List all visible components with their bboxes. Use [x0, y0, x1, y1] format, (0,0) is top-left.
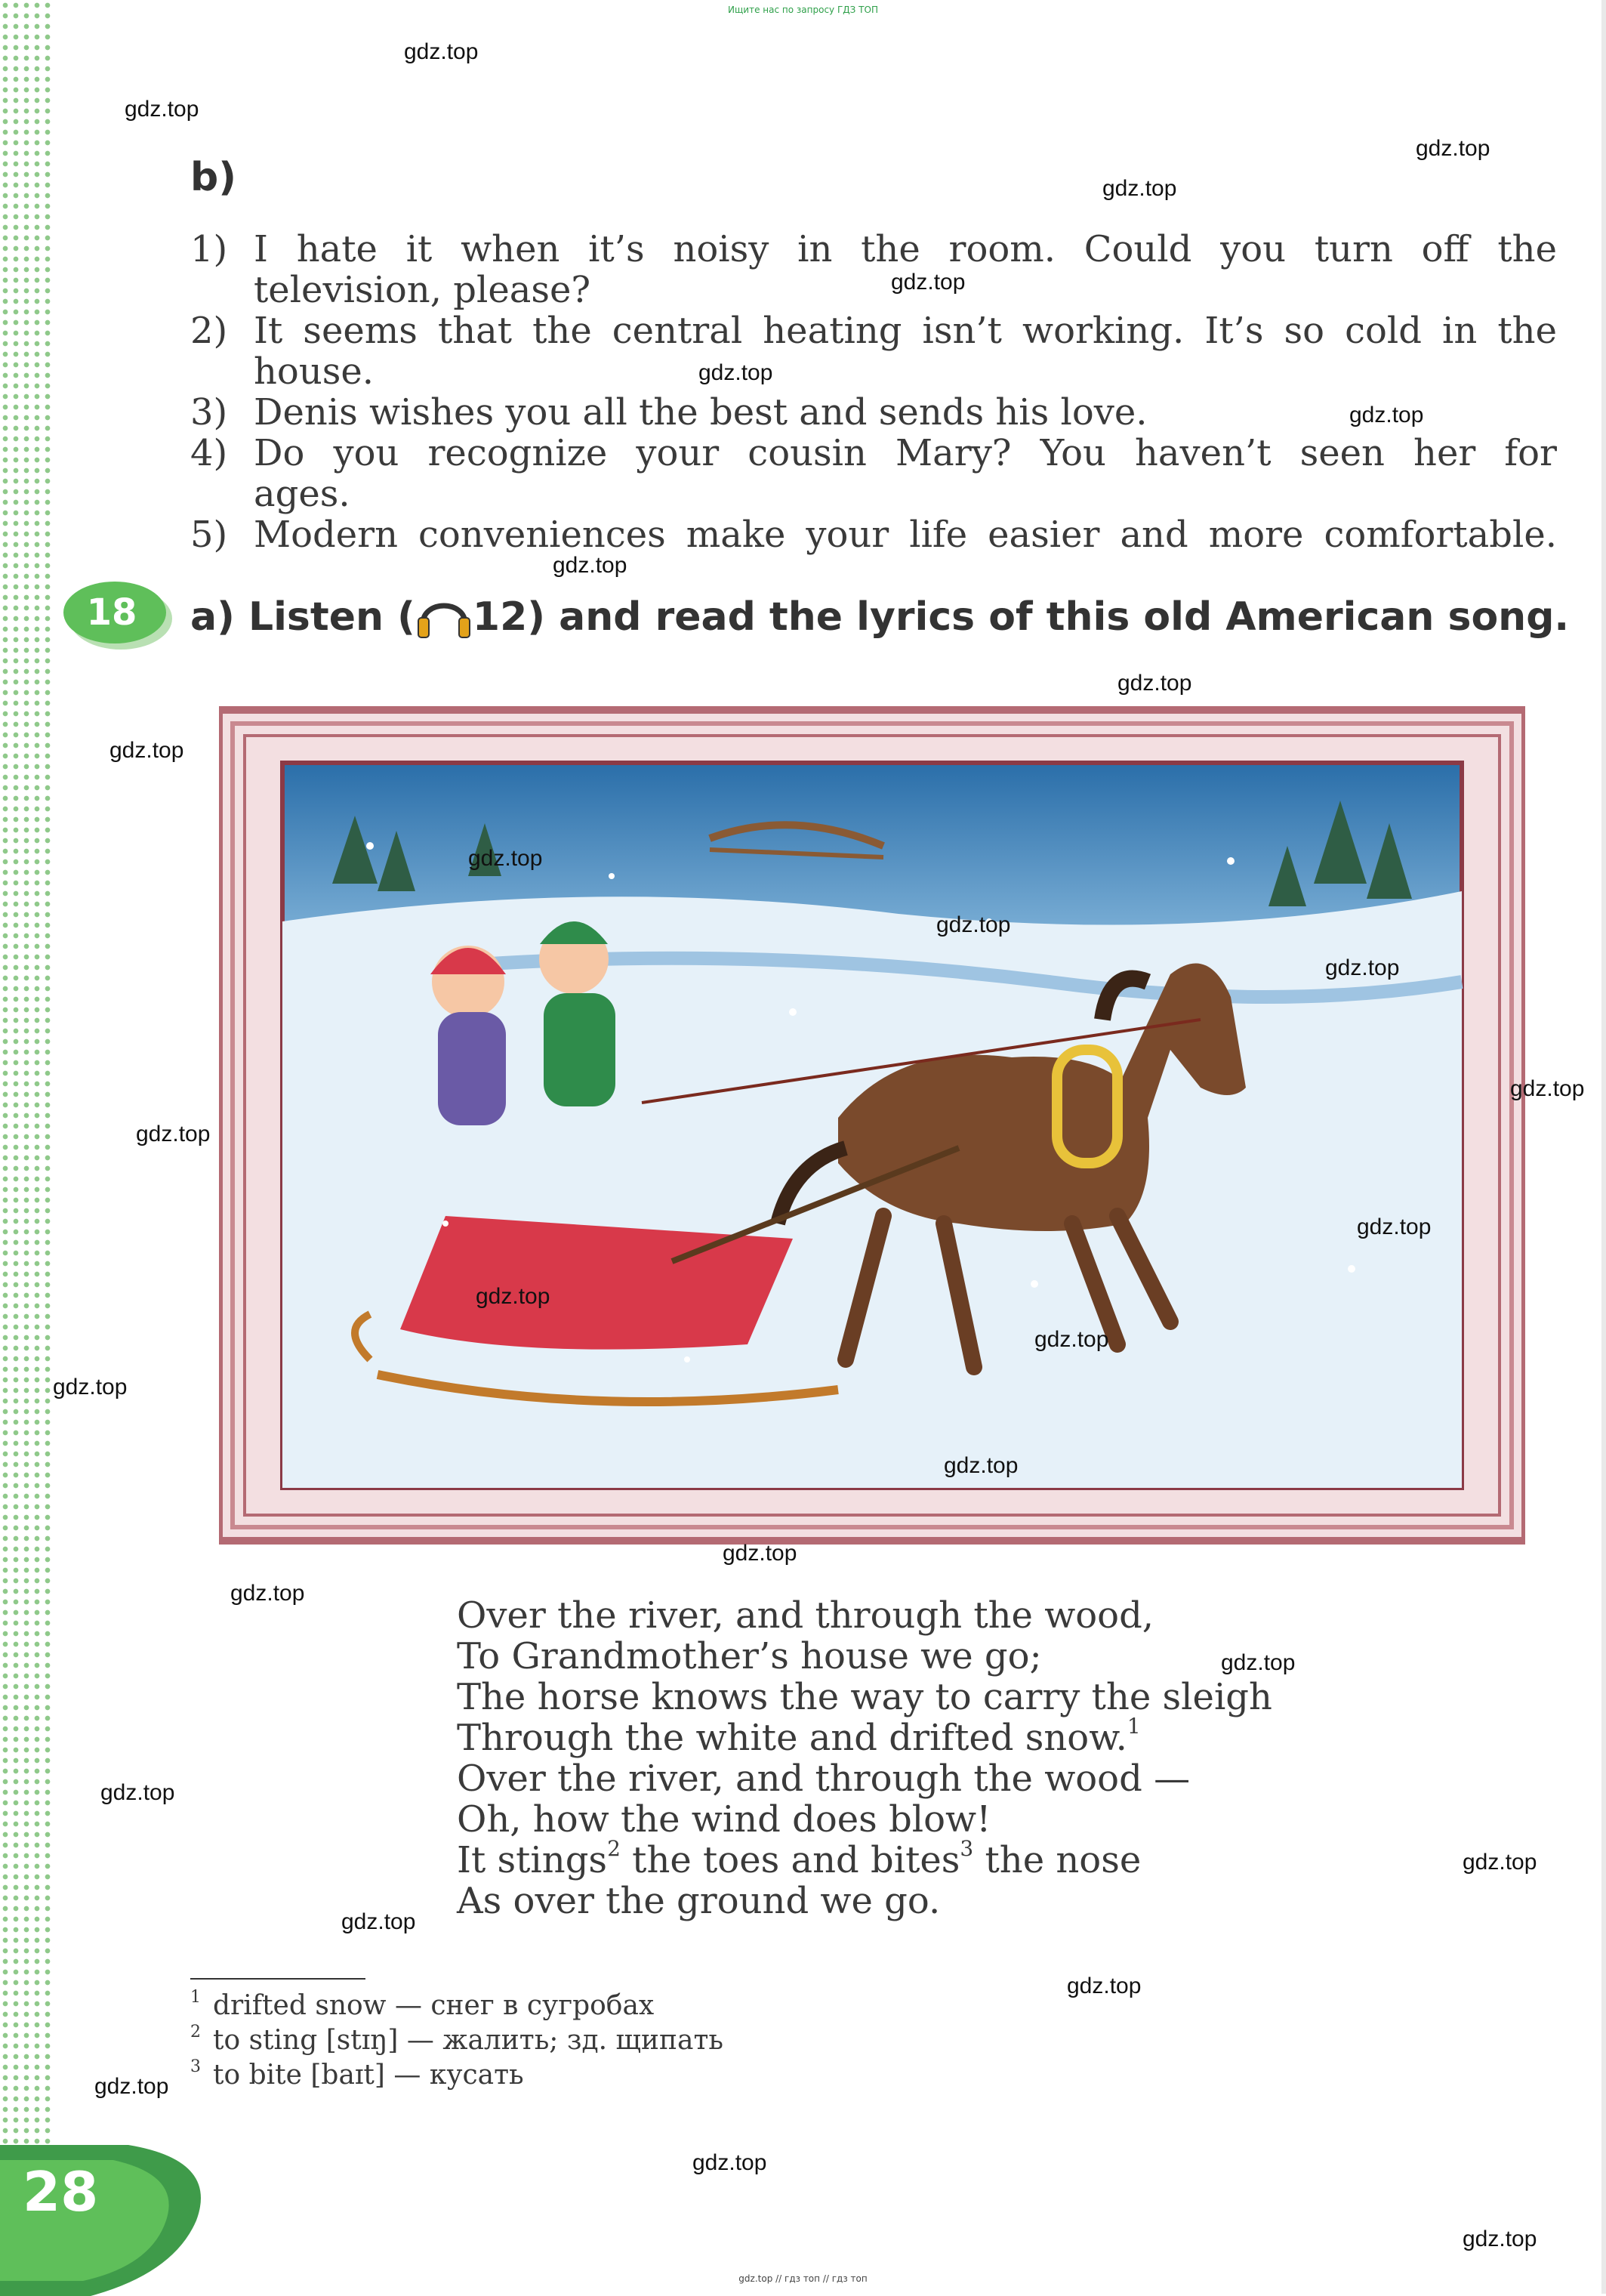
footnote-text: drifted snow — снег в сугробах: [213, 1990, 655, 2021]
song-line: As over the ground we go.: [457, 1880, 941, 1922]
footnote: $^2$ to sting [stɪŋ] — жалить; зд. щипать: [190, 2023, 723, 2056]
sentence-number: 1): [190, 228, 228, 270]
task-instruction-start: a) Listen (: [190, 594, 415, 640]
watermark: gdz.top: [125, 97, 199, 122]
dotted-margin: [0, 0, 53, 2160]
sentence-line: [190, 310, 1557, 351]
watermark: gdz.top: [1416, 136, 1490, 161]
watermark: gdz.top: [1034, 1327, 1109, 1352]
sentence-line: [190, 351, 1557, 392]
watermark: gdz.top: [692, 2150, 767, 2175]
task-instruction-end: ) and read the lyrics of this old American song.: [527, 594, 1570, 640]
watermark: gdz.top: [1102, 176, 1177, 201]
sleigh-ride-illustration: [219, 695, 1525, 1556]
watermark: gdz.top: [136, 1122, 211, 1146]
watermark: gdz.top: [1349, 403, 1424, 427]
watermark: gdz.top: [1510, 1076, 1585, 1101]
top-note: Ищите нас по запросу ГДЗ ТОП: [728, 5, 878, 15]
bottom-note: gdz.top // гдз топ // гдз топ: [738, 2273, 868, 2284]
sentence-line: [190, 433, 1557, 474]
sentence-text: Do you recognize your cousin Mary? You haven’t seen her for: [254, 432, 1557, 474]
track-number: 12: [472, 594, 528, 640]
watermark: gdz.top: [944, 1453, 1019, 1478]
watermark: gdz.top: [94, 2074, 169, 2099]
sentence-line: [190, 229, 1557, 270]
footnote-ref: 3: [960, 1836, 974, 1861]
part-b-label: b): [190, 155, 236, 200]
footnote: $^1$ drifted snow — снег в сугробах: [190, 1988, 655, 2021]
watermark: gdz.top: [341, 1909, 416, 1934]
watermark: gdz.top: [1117, 671, 1192, 696]
song-text: the nose: [973, 1839, 1142, 1881]
song-line: Oh, how the wind does blow!: [457, 1798, 991, 1841]
sentence-line: [190, 270, 1557, 310]
footnote-text: to bite [baɪt] — кусать: [213, 2060, 524, 2091]
watermark: gdz.top: [230, 1581, 305, 1606]
song-line: The horse knows the way to carry the sleigh: [457, 1676, 1272, 1718]
song-line: [457, 1836, 1438, 1881]
task-number: 18: [86, 591, 137, 634]
sentence-line: [190, 474, 1557, 514]
watermark: gdz.top: [109, 738, 184, 763]
page-number: 28: [23, 2160, 99, 2223]
sentence-text: Modern conveniences make your life easier and more comfortable.: [254, 514, 1557, 556]
sentence-line: [190, 514, 1557, 555]
footnote: $^3$ to bite [baɪt] — кусать: [190, 2057, 524, 2091]
sentence-number: 2): [190, 310, 228, 352]
song-line: Over the river, and through the wood,: [457, 1594, 1154, 1637]
sentence-number: 3): [190, 391, 228, 434]
watermark: gdz.top: [404, 39, 479, 64]
page-edge: [1601, 0, 1606, 2294]
sentence-text: I hate it when it’s noisy in the room. Could you turn off the: [254, 228, 1557, 270]
watermark: gdz.top: [476, 1284, 550, 1309]
footnote-ref: 2: [607, 1836, 621, 1861]
sentence-text: ages.: [254, 473, 350, 515]
watermark: gdz.top: [1463, 2227, 1537, 2251]
watermark: gdz.top: [936, 912, 1011, 937]
song-line: [457, 1714, 1438, 1759]
sentence-text: It seems that the central heating isn’t working. It’s so cold in the: [254, 310, 1557, 352]
watermark: gdz.top: [1221, 1650, 1296, 1675]
watermark: gdz.top: [1325, 955, 1400, 980]
footnote-divider: [190, 1978, 365, 1980]
sentence-text: house.: [254, 350, 375, 393]
sentence-number: 5): [190, 514, 228, 556]
watermark: gdz.top: [891, 270, 966, 295]
watermark: gdz.top: [1357, 1214, 1432, 1239]
song-text: It stings: [457, 1839, 608, 1881]
watermark: gdz.top: [553, 553, 627, 578]
watermark: gdz.top: [53, 1375, 128, 1400]
watermark: gdz.top: [468, 846, 543, 871]
footnote-ref: 1: [1127, 1714, 1141, 1739]
headphones-icon[interactable]: [415, 591, 473, 639]
song-text: Through the white and drifted snow.: [457, 1717, 1127, 1759]
watermark: gdz.top: [100, 1780, 175, 1805]
sentence-number: 4): [190, 432, 228, 474]
watermark: gdz.top: [1463, 1850, 1537, 1875]
watermark: gdz.top: [698, 360, 773, 385]
sentence-text: Denis wishes you all the best and sends his love.: [254, 391, 1148, 434]
watermark: gdz.top: [723, 1541, 797, 1566]
song-text: the toes and bites: [620, 1839, 960, 1881]
song-line: To Grandmother’s house we go;: [457, 1635, 1042, 1677]
watermark: gdz.top: [1067, 1974, 1142, 1998]
footnote-text: to sting [stɪŋ] — жалить; зд. щипать: [213, 2025, 723, 2056]
task-number-badge: [63, 582, 166, 643]
task-instruction: [190, 591, 1569, 640]
sentence-text: television, please?: [254, 269, 591, 311]
song-line: Over the river, and through the wood —: [457, 1757, 1191, 1800]
